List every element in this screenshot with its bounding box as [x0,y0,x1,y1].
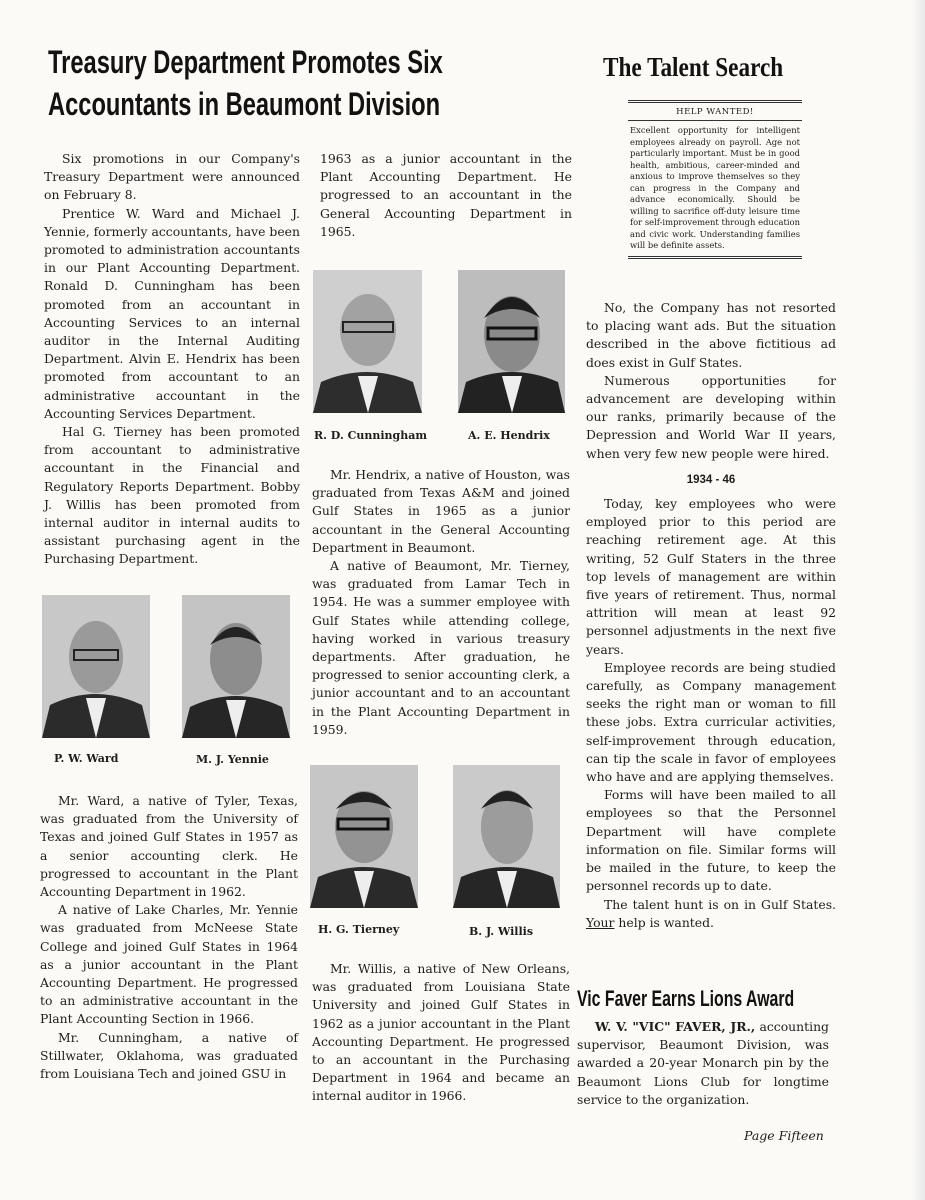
right-column [586,299,836,932]
photo-tierney [310,765,418,908]
paragraph: Mr. Cunningham, a native of Stillwater, Oklahoma, was graduated from Louisiana Tech and joined GSU in [40,1029,298,1082]
caption-ward: P. W. Ward [54,752,119,765]
headline-line-2: Accountants in Beaumont Division [48,86,441,122]
middle-column-top [320,150,572,241]
photo-ward [42,595,150,738]
caption-yennie: M. J. Yennie [196,753,269,766]
caption-willis: B. J. Willis [469,925,534,938]
middle-column-bottom [312,960,570,1106]
paragraph: Numerous opportunities for advancement are developing within our ranks, primarily because of the Depression and World War II years, when very few new people were hired. [586,372,836,461]
help-wanted-ad [628,100,802,259]
caption-hendrix: A. E. Hendrix [468,429,550,442]
sidebar-title: The Talent Search [603,52,784,82]
page-edge [911,0,925,1200]
paragraph: Forms will have been mailed to all employees so that the Personnel Department will have complete information on file. Similar forms will be mailed in the future, to keep the personnel records up to date. [586,787,836,894]
paragraph: A native of Lake Charles, Mr. Yennie was graduated from McNeese State College and joined Gulf States in 1964 as a junior accountant in the Plant Accounting Department. He progressed to an administrative accountant in the Plant Accounting Section in 1966. [40,902,298,1027]
paragraph: No, the Company has not resorted to placing want ads. But the situation described in the above fictitious ad does exist in Gulf States. [586,300,836,370]
paragraph: Prentice W. Ward and Michael J. Yennie, formerly accountants, have been promoted to administration accountants in our Plant Accounting Department. Ronald D. Cunningham has been promoted from an accountant in Accounting Services to an internal auditor in the Internal Auditing Department. Alvin E. Hendrix has been promoted from accountant to an administrative accountant in the Accounting Services Department. [44,205,300,421]
text: help is wanted. [618,914,714,930]
underlined-your: Your [586,914,615,930]
page-number: Page Fifteen [744,1128,824,1143]
left-column-bottom [40,792,298,1083]
photo-yennie [182,595,290,738]
paragraph: Today, key employees who were employed prior to this period are reaching retirement age. At this writing, 52 Gulf Staters in the three top levels of management are within five years of retirement. Thus, normal attrition will mean at least 92 personnel adjustments in the next five years. [586,496,836,657]
vic-name: W. V. "VIC" FAVER, JR., [595,1019,756,1034]
paragraph: Hal G. Tierney has been promoted from accountant to administrative accountant in the Financial and Regulatory Reports Department. Bobby J. Willis has been promoted from internal auditor in internal audits to assistant purchasing agent in the Purchasing Department. [44,424,300,567]
photo-willis [453,765,560,908]
paragraph: Employee records are being studied carefully, as Company management seeks the right man or woman to fill these jobs. Extra curricular activities, self-improvement through education, can tip the scale in favor of employees who have and are applying themselves. [586,659,836,785]
caption-tierney: H. G. Tierney [318,923,400,936]
paragraph: Mr. Hendrix, a native of Houston, was graduated from Texas A&M and joined Gulf States in 1965 as a junior accountant in the General Accounting Department in Beaumont. [312,467,570,555]
paragraph: 1963 as a junior accountant in the Plant Accounting Department. He progressed to an accountant in the General Accounting Department in 1965. [320,151,572,239]
paragraph [577,1018,829,1109]
vic-faver-title: Vic Faver Earns Lions Award [577,986,795,1011]
photo-hendrix [458,270,565,413]
photo-cunningham [313,270,422,413]
ad-body: Excellent opportunity for intelligent employees already on payroll. Age not particularly important. Must be in good health, ambitious, career-minded and anxious to improve themselves so they can progress in the Company and advance economically. Should be willing to sacrifice off-duty leisure time for self-improvement through education and civic work. Understanding families will be definite assets. [630,125,800,250]
paragraph: Six promotions in our Company's Treasury Department were announced on February 8. [44,151,300,203]
caption-cunningham: R. D. Cunningham [314,429,427,442]
paragraph: A native of Beaumont, Mr. Tierney, was graduated from Lamar Tech in 1954. He was a summer employee with Gulf States while attending college, having worked in various treasury departments. After graduation, he progressed to senior accounting clerk, a junior accountant and to an accountant in the Plant Accounting Department in 1959. [312,558,570,737]
paragraph: Mr. Willis, a native of New Orleans, was graduated from Louisiana State University and joined Gulf States in 1962 as a junior accountant in the Plant Accounting Department. He progressed to an accountant in the Purchasing Department in 1964 and became an internal auditor in 1966. [312,961,570,1104]
middle-column-middle [312,466,570,739]
paragraph: Mr. Ward, a native of Tyler, Texas, was graduated from the University of Texas and joined Gulf States in 1957 as a senior accounting clerk. He progressed to accountant in the Plant Accounting Department in 1962. [40,793,298,900]
ad-title: HELP WANTED! [628,103,802,121]
paragraph [586,896,836,932]
text: The talent hunt is on in Gulf States. [604,896,836,912]
headline-line-1: Treasury Department Promotes Six [48,44,443,80]
left-column-top [44,150,300,569]
vic-faver-article [577,1018,829,1109]
vic-body: accounting supervisor, Beaumont Division, was awarded a 20-year Monarch pin by the Beaumont Lions Club for longtime service to the organization. [577,1019,829,1107]
subheading-1934-46: 1934 - 46 [686,473,736,486]
